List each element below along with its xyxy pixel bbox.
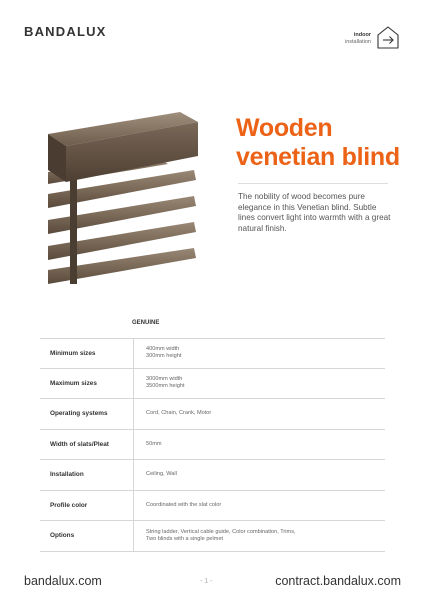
spec-column-header: GENUINE xyxy=(132,320,160,326)
spec-value-line: 400mm width xyxy=(146,346,180,353)
spec-row xyxy=(40,399,385,430)
footer-contract-link[interactable]: contract.bandalux.com xyxy=(275,574,401,588)
spec-value xyxy=(134,410,385,417)
spec-label: Options xyxy=(50,532,75,540)
spec-value xyxy=(134,529,385,543)
installation-label: installation xyxy=(345,39,371,45)
house-arrow-icon xyxy=(375,24,401,50)
product-title-line2: venetian blind xyxy=(236,143,400,171)
spec-row xyxy=(40,521,385,552)
spec-value-line: Ceiling, Wall xyxy=(146,471,177,478)
spec-label: Maximum sizes xyxy=(50,379,97,387)
product-title xyxy=(236,114,400,172)
spec-value xyxy=(134,502,385,509)
spec-label: Minimum sizes xyxy=(50,349,96,357)
spec-row xyxy=(40,338,385,369)
spec-row xyxy=(40,369,385,400)
spec-label: Profile color xyxy=(50,501,88,509)
spec-value xyxy=(134,346,385,360)
spec-row xyxy=(40,460,385,491)
spec-value-line: Coordinated with the slat color xyxy=(146,501,222,508)
spec-row xyxy=(40,430,385,461)
product-title-line1: Wooden xyxy=(236,114,333,142)
spec-value-line: Two blinds with a single pelmet xyxy=(146,535,224,542)
spec-value xyxy=(134,441,385,448)
product-description: The nobility of wood becomes pure elegance in this Venetian blind. Subtle lines convert light into warmth with a great natural finish. xyxy=(238,192,391,233)
spec-label: Installation xyxy=(50,471,84,479)
footer-website-link[interactable]: bandalux.com xyxy=(24,574,102,588)
spec-row xyxy=(40,491,385,522)
spec-value xyxy=(134,376,385,390)
spec-value-line: 300mm height xyxy=(146,353,182,360)
page-number: - 1 - xyxy=(200,578,213,585)
spec-label: Width of slats/Pleat xyxy=(50,440,109,448)
spec-value-line: 3500mm height xyxy=(146,383,185,390)
installation-type: indoor xyxy=(353,32,371,38)
spec-value-line: Cord, Chain, Crank, Motor xyxy=(146,410,212,417)
spec-value xyxy=(134,471,385,478)
spec-value-line: String ladder, Vertical cable guide, Color combination, Trims, xyxy=(146,528,296,535)
spec-label: Operating systems xyxy=(50,410,108,418)
product-image xyxy=(48,112,198,284)
spec-value-line: 50mm xyxy=(146,440,162,447)
brand-logo: BANDALUX xyxy=(24,24,107,39)
installation-text xyxy=(345,32,371,46)
spec-rows xyxy=(40,338,385,552)
title-divider xyxy=(238,183,388,184)
installation-badge xyxy=(345,24,401,50)
spec-table xyxy=(40,320,385,552)
spec-value-line: 3000mm width xyxy=(146,376,183,383)
